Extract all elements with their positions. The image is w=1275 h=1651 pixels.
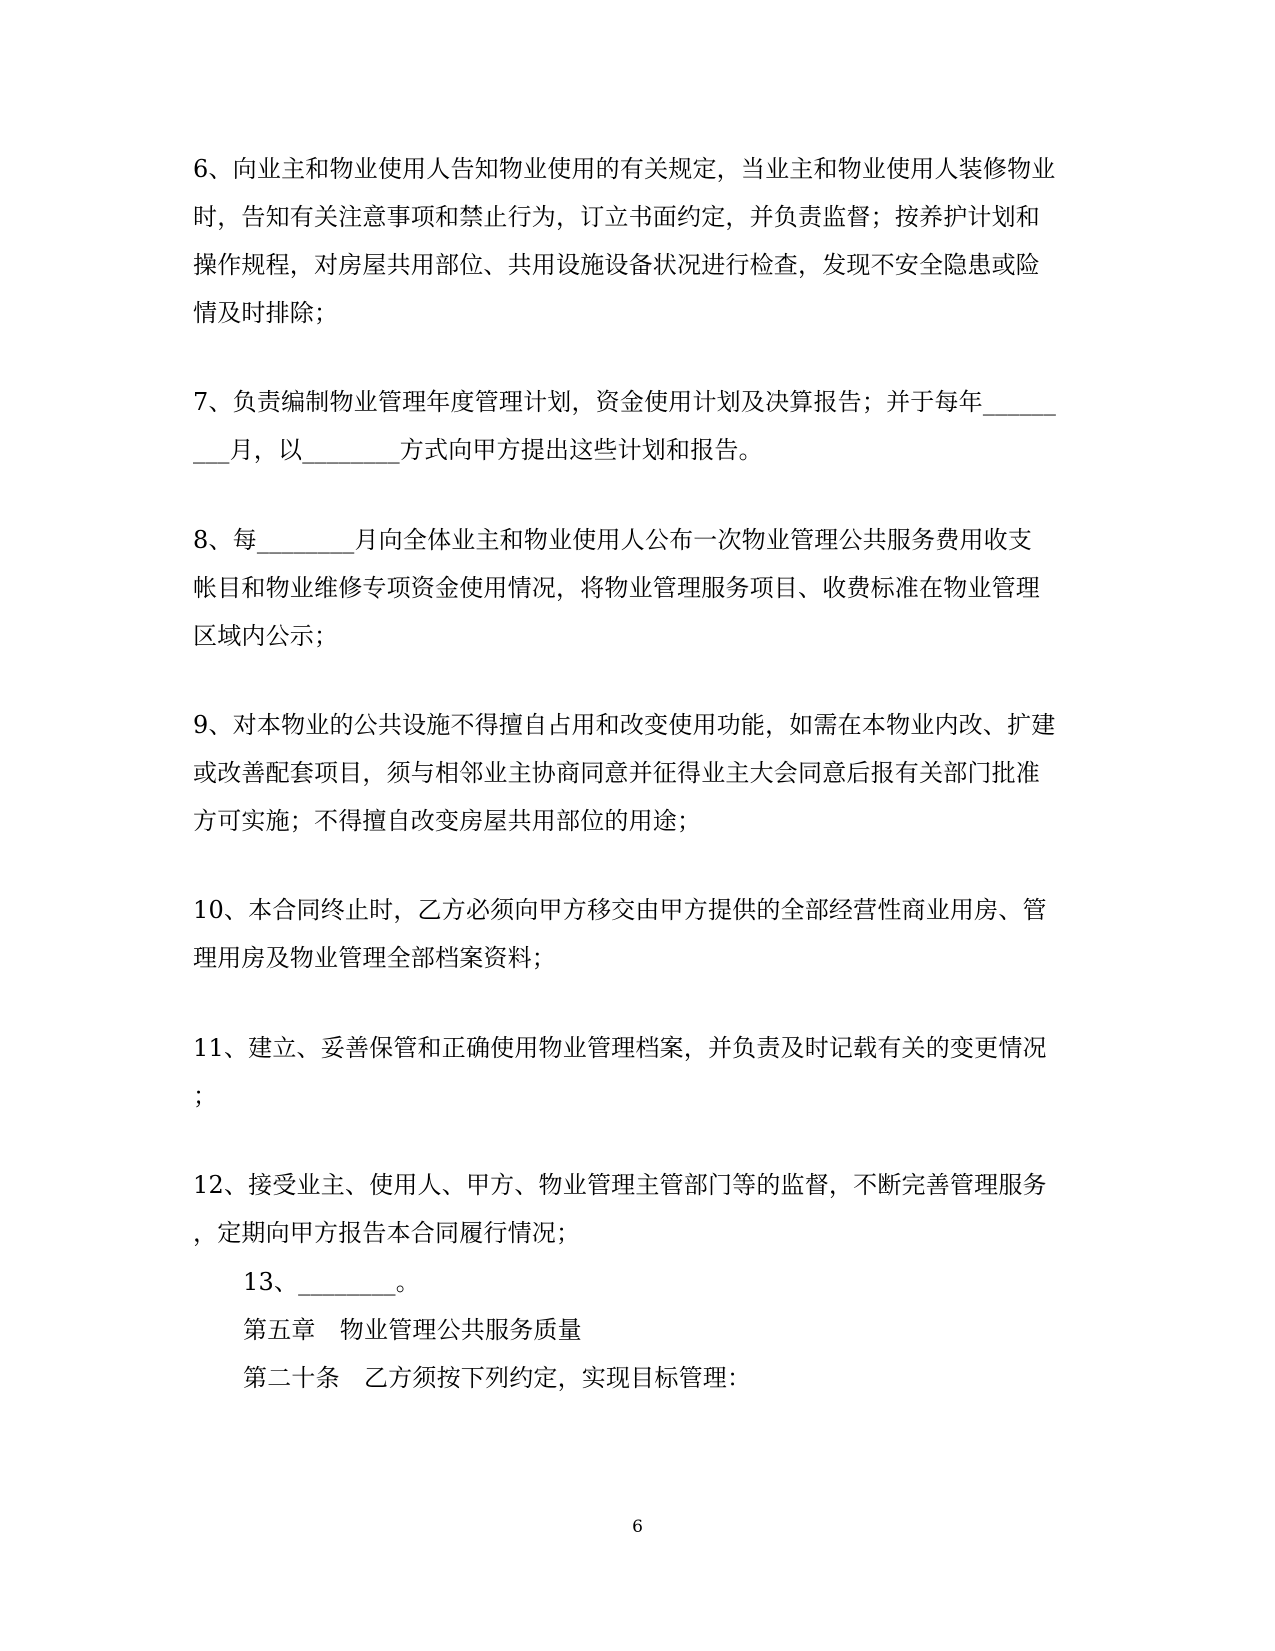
item-12-line-2: ，定期向甲方报告本合同履行情况；: [193, 1219, 581, 1247]
item-12-line-1: 12、接受业主、使用人、甲方、物业管理主管部门等的监督，不断完善管理服务: [193, 1171, 1047, 1199]
item-13: 13、________。: [243, 1268, 420, 1296]
item-9-line-2: 或改善配套项目，须与相邻业主协商同意并征得业主大会同意后报有关部门批准: [193, 759, 1040, 787]
page-number: 6: [632, 1517, 643, 1537]
item-11-line-1: 11、建立、妥善保管和正确使用物业管理档案，并负责及时记载有关的变更情况: [193, 1034, 1047, 1062]
item-6-line-1: 6、向业主和物业使用人告知物业使用的有关规定，当业主和物业使用人装修物业: [193, 155, 1056, 183]
item-7-line-2: ___月，以________方式向甲方提出这些计划和报告。: [193, 436, 763, 464]
item-11-line-2: ；: [193, 1082, 218, 1110]
article-heading: 第二十条 乙方须按下列约定，实现目标管理：: [243, 1364, 752, 1392]
item-6-line-3: 操作规程，对房屋共用部位、共用设施设备状况进行检查，发现不安全隐患或险: [193, 251, 1040, 279]
item-9-line-1: 9、对本物业的公共设施不得擅自占用和改变使用功能，如需在本物业内改、扩建: [193, 711, 1056, 739]
item-10-line-2: 理用房及物业管理全部档案资料；: [193, 944, 556, 972]
item-6-line-4: 情及时排除；: [193, 299, 339, 327]
item-9-line-3: 方可实施；不得擅自改变房屋共用部位的用途；: [193, 807, 702, 835]
item-8-line-3: 区域内公示；: [193, 622, 339, 650]
item-7-line-1: 7、负责编制物业管理年度管理计划，资金使用计划及决算报告；并于每年______: [193, 388, 1057, 416]
item-8-line-2: 帐目和物业维修专项资金使用情况，将物业管理服务项目、收费标准在物业管理: [193, 574, 1040, 602]
chapter-heading: 第五章 物业管理公共服务质量: [243, 1316, 582, 1344]
item-10-line-1: 10、本合同终止时，乙方必须向甲方移交由甲方提供的全部经营性商业用房、管: [193, 896, 1047, 924]
item-6-line-2: 时，告知有关注意事项和禁止行为，订立书面约定，并负责监督；按养护计划和: [193, 203, 1040, 231]
item-8-line-1: 8、每________月向全体业主和物业使用人公布一次物业管理公共服务费用收支: [193, 526, 1033, 554]
